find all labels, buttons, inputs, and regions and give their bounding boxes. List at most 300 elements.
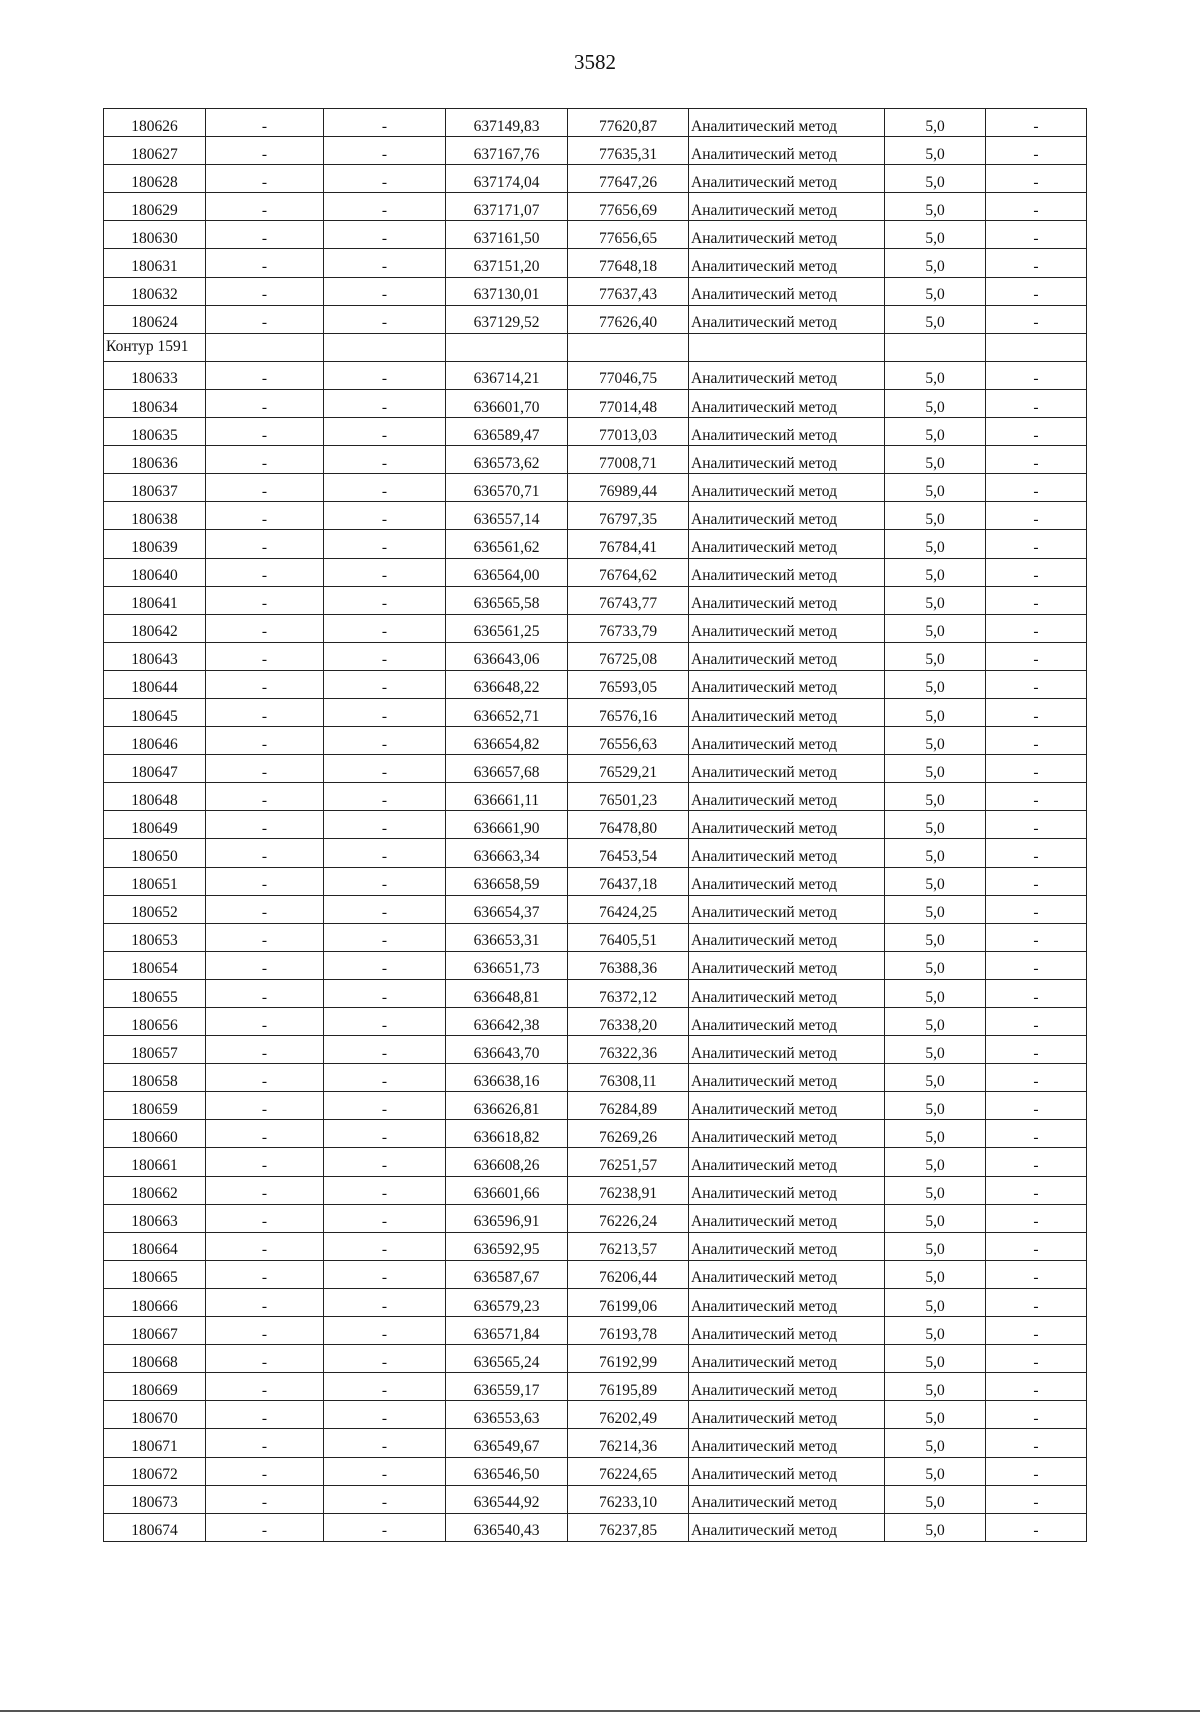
dash-cell: - xyxy=(986,1513,1087,1541)
dash-cell: - xyxy=(206,165,324,193)
accuracy-cell: 5,0 xyxy=(885,1176,986,1204)
dash-cell: - xyxy=(324,1401,446,1429)
dash-cell: - xyxy=(324,502,446,530)
dash-cell: - xyxy=(324,811,446,839)
y-coordinate: 76388,36 xyxy=(568,951,689,979)
method-cell: Аналитический метод xyxy=(689,193,885,221)
x-coordinate: 636579,23 xyxy=(446,1288,568,1316)
section-label: Контур 1591 xyxy=(104,333,206,361)
dash-cell: - xyxy=(986,670,1087,698)
dash-cell: - xyxy=(324,474,446,502)
method-cell: Аналитический метод xyxy=(689,277,885,305)
method-cell: Аналитический метод xyxy=(689,1485,885,1513)
y-coordinate: 77008,71 xyxy=(568,446,689,474)
accuracy-cell: 5,0 xyxy=(885,951,986,979)
dash-cell: - xyxy=(206,1317,324,1345)
dash-cell: - xyxy=(986,1204,1087,1232)
method-cell: Аналитический метод xyxy=(689,1457,885,1485)
point-id: 180667 xyxy=(104,1317,206,1345)
dash-cell: - xyxy=(986,193,1087,221)
empty-cell xyxy=(885,333,986,361)
dash-cell: - xyxy=(986,361,1087,389)
table-row xyxy=(104,109,1087,137)
x-coordinate: 636643,70 xyxy=(446,1036,568,1064)
dash-cell: - xyxy=(206,923,324,951)
dash-cell: - xyxy=(324,446,446,474)
dash-cell: - xyxy=(324,1036,446,1064)
x-coordinate: 636652,71 xyxy=(446,698,568,726)
dash-cell: - xyxy=(986,249,1087,277)
point-id: 180627 xyxy=(104,137,206,165)
point-id: 180626 xyxy=(104,109,206,137)
x-coordinate: 636653,31 xyxy=(446,923,568,951)
dash-cell: - xyxy=(206,474,324,502)
dash-cell: - xyxy=(206,305,324,333)
table-row xyxy=(104,193,1087,221)
dash-cell: - xyxy=(986,1457,1087,1485)
dash-cell: - xyxy=(324,277,446,305)
accuracy-cell: 5,0 xyxy=(885,586,986,614)
table-row xyxy=(104,1513,1087,1541)
x-coordinate: 637130,01 xyxy=(446,277,568,305)
y-coordinate: 76743,77 xyxy=(568,586,689,614)
accuracy-cell: 5,0 xyxy=(885,895,986,923)
dash-cell: - xyxy=(986,783,1087,811)
dash-cell: - xyxy=(324,642,446,670)
dash-cell: - xyxy=(206,1120,324,1148)
dash-cell: - xyxy=(986,698,1087,726)
point-id: 180645 xyxy=(104,698,206,726)
point-id: 180641 xyxy=(104,586,206,614)
dash-cell: - xyxy=(206,389,324,417)
dash-cell: - xyxy=(206,221,324,249)
dash-cell: - xyxy=(324,193,446,221)
method-cell: Аналитический метод xyxy=(689,586,885,614)
dash-cell: - xyxy=(206,249,324,277)
y-coordinate: 76192,99 xyxy=(568,1345,689,1373)
dash-cell: - xyxy=(206,109,324,137)
y-coordinate: 77014,48 xyxy=(568,389,689,417)
empty-cell xyxy=(986,333,1087,361)
method-cell: Аналитический метод xyxy=(689,811,885,839)
point-id: 180653 xyxy=(104,923,206,951)
dash-cell: - xyxy=(986,1345,1087,1373)
point-id: 180670 xyxy=(104,1401,206,1429)
dash-cell: - xyxy=(986,474,1087,502)
method-cell: Аналитический метод xyxy=(689,165,885,193)
dash-cell: - xyxy=(324,586,446,614)
point-id: 180666 xyxy=(104,1288,206,1316)
dash-cell: - xyxy=(324,361,446,389)
dash-cell: - xyxy=(324,1288,446,1316)
point-id: 180659 xyxy=(104,1092,206,1120)
x-coordinate: 637149,83 xyxy=(446,109,568,137)
table-row xyxy=(104,895,1087,923)
dash-cell: - xyxy=(986,1036,1087,1064)
y-coordinate: 76556,63 xyxy=(568,727,689,755)
y-coordinate: 76576,16 xyxy=(568,698,689,726)
x-coordinate: 636714,21 xyxy=(446,361,568,389)
table-row xyxy=(104,951,1087,979)
dash-cell: - xyxy=(324,951,446,979)
point-id: 180655 xyxy=(104,979,206,1007)
x-coordinate: 636561,62 xyxy=(446,530,568,558)
accuracy-cell: 5,0 xyxy=(885,1260,986,1288)
method-cell: Аналитический метод xyxy=(689,474,885,502)
point-id: 180674 xyxy=(104,1513,206,1541)
method-cell: Аналитический метод xyxy=(689,558,885,586)
dash-cell: - xyxy=(324,558,446,586)
dash-cell: - xyxy=(986,221,1087,249)
dash-cell: - xyxy=(324,137,446,165)
method-cell: Аналитический метод xyxy=(689,361,885,389)
x-coordinate: 636557,14 xyxy=(446,502,568,530)
accuracy-cell: 5,0 xyxy=(885,698,986,726)
point-id: 180673 xyxy=(104,1485,206,1513)
x-coordinate: 636553,63 xyxy=(446,1401,568,1429)
dash-cell: - xyxy=(324,1120,446,1148)
point-id: 180628 xyxy=(104,165,206,193)
accuracy-cell: 5,0 xyxy=(885,1457,986,1485)
accuracy-cell: 5,0 xyxy=(885,614,986,642)
dash-cell: - xyxy=(324,165,446,193)
x-coordinate: 636638,16 xyxy=(446,1064,568,1092)
table-row xyxy=(104,1008,1087,1036)
y-coordinate: 76372,12 xyxy=(568,979,689,1007)
table-row xyxy=(104,755,1087,783)
y-coordinate: 77620,87 xyxy=(568,109,689,137)
x-coordinate: 636657,68 xyxy=(446,755,568,783)
accuracy-cell: 5,0 xyxy=(885,502,986,530)
accuracy-cell: 5,0 xyxy=(885,1373,986,1401)
dash-cell: - xyxy=(324,1176,446,1204)
y-coordinate: 76269,26 xyxy=(568,1120,689,1148)
accuracy-cell: 5,0 xyxy=(885,418,986,446)
point-id: 180630 xyxy=(104,221,206,249)
x-coordinate: 637167,76 xyxy=(446,137,568,165)
dash-cell: - xyxy=(986,1260,1087,1288)
point-id: 180632 xyxy=(104,277,206,305)
x-coordinate: 636559,17 xyxy=(446,1373,568,1401)
dash-cell: - xyxy=(324,109,446,137)
dash-cell: - xyxy=(986,755,1087,783)
dash-cell: - xyxy=(206,614,324,642)
method-cell: Аналитический метод xyxy=(689,670,885,698)
empty-cell xyxy=(568,333,689,361)
dash-cell: - xyxy=(986,1008,1087,1036)
dash-cell: - xyxy=(324,1317,446,1345)
method-cell: Аналитический метод xyxy=(689,1064,885,1092)
dash-cell: - xyxy=(206,951,324,979)
accuracy-cell: 5,0 xyxy=(885,1317,986,1345)
dash-cell: - xyxy=(324,1457,446,1485)
dash-cell: - xyxy=(206,1204,324,1232)
method-cell: Аналитический метод xyxy=(689,727,885,755)
table-row xyxy=(104,558,1087,586)
dash-cell: - xyxy=(986,1401,1087,1429)
table-row xyxy=(104,839,1087,867)
dash-cell: - xyxy=(324,895,446,923)
point-id: 180657 xyxy=(104,1036,206,1064)
y-coordinate: 76224,65 xyxy=(568,1457,689,1485)
dash-cell: - xyxy=(986,558,1087,586)
point-id: 180638 xyxy=(104,502,206,530)
method-cell: Аналитический метод xyxy=(689,1288,885,1316)
y-coordinate: 76238,91 xyxy=(568,1176,689,1204)
accuracy-cell: 5,0 xyxy=(885,1232,986,1260)
y-coordinate: 76478,80 xyxy=(568,811,689,839)
dash-cell: - xyxy=(986,277,1087,305)
table-row xyxy=(104,446,1087,474)
x-coordinate: 636601,70 xyxy=(446,389,568,417)
dash-cell: - xyxy=(324,839,446,867)
x-coordinate: 636651,73 xyxy=(446,951,568,979)
method-cell: Аналитический метод xyxy=(689,137,885,165)
dash-cell: - xyxy=(324,614,446,642)
dash-cell: - xyxy=(986,1064,1087,1092)
method-cell: Аналитический метод xyxy=(689,755,885,783)
x-coordinate: 637161,50 xyxy=(446,221,568,249)
x-coordinate: 636549,67 xyxy=(446,1429,568,1457)
table-row xyxy=(104,979,1087,1007)
dash-cell: - xyxy=(206,1232,324,1260)
x-coordinate: 636661,90 xyxy=(446,811,568,839)
dash-cell: - xyxy=(324,698,446,726)
dash-cell: - xyxy=(986,305,1087,333)
dash-cell: - xyxy=(206,642,324,670)
point-id: 180640 xyxy=(104,558,206,586)
dash-cell: - xyxy=(206,418,324,446)
table-row xyxy=(104,1120,1087,1148)
method-cell: Аналитический метод xyxy=(689,614,885,642)
y-coordinate: 76405,51 xyxy=(568,923,689,951)
dash-cell: - xyxy=(206,783,324,811)
dash-cell: - xyxy=(206,446,324,474)
accuracy-cell: 5,0 xyxy=(885,923,986,951)
y-coordinate: 76764,62 xyxy=(568,558,689,586)
table-row xyxy=(104,474,1087,502)
y-coordinate: 76195,89 xyxy=(568,1373,689,1401)
y-coordinate: 76202,49 xyxy=(568,1401,689,1429)
dash-cell: - xyxy=(206,1092,324,1120)
dash-cell: - xyxy=(986,1176,1087,1204)
dash-cell: - xyxy=(986,502,1087,530)
table-row xyxy=(104,418,1087,446)
point-id: 180661 xyxy=(104,1148,206,1176)
empty-cell xyxy=(206,333,324,361)
table-row xyxy=(104,642,1087,670)
accuracy-cell: 5,0 xyxy=(885,811,986,839)
method-cell: Аналитический метод xyxy=(689,446,885,474)
method-cell: Аналитический метод xyxy=(689,1176,885,1204)
dash-cell: - xyxy=(324,1204,446,1232)
x-coordinate: 636565,58 xyxy=(446,586,568,614)
y-coordinate: 76308,11 xyxy=(568,1064,689,1092)
accuracy-cell: 5,0 xyxy=(885,1008,986,1036)
accuracy-cell: 5,0 xyxy=(885,1345,986,1373)
dash-cell: - xyxy=(986,1317,1087,1345)
dash-cell: - xyxy=(206,558,324,586)
point-id: 180644 xyxy=(104,670,206,698)
table-row xyxy=(104,1092,1087,1120)
dash-cell: - xyxy=(206,1429,324,1457)
x-coordinate: 637171,07 xyxy=(446,193,568,221)
y-coordinate: 76338,20 xyxy=(568,1008,689,1036)
table-row xyxy=(104,923,1087,951)
dash-cell: - xyxy=(206,1260,324,1288)
dash-cell: - xyxy=(206,727,324,755)
table-row xyxy=(104,1036,1087,1064)
y-coordinate: 76797,35 xyxy=(568,502,689,530)
y-coordinate: 77626,40 xyxy=(568,305,689,333)
dash-cell: - xyxy=(206,1457,324,1485)
point-id: 180635 xyxy=(104,418,206,446)
table-row xyxy=(104,137,1087,165)
table-row xyxy=(104,1260,1087,1288)
method-cell: Аналитический метод xyxy=(689,698,885,726)
accuracy-cell: 5,0 xyxy=(885,446,986,474)
dash-cell: - xyxy=(324,1513,446,1541)
dash-cell: - xyxy=(986,839,1087,867)
y-coordinate: 76989,44 xyxy=(568,474,689,502)
y-coordinate: 77656,69 xyxy=(568,193,689,221)
method-cell: Аналитический метод xyxy=(689,249,885,277)
accuracy-cell: 5,0 xyxy=(885,1401,986,1429)
point-id: 180646 xyxy=(104,727,206,755)
dash-cell: - xyxy=(986,109,1087,137)
method-cell: Аналитический метод xyxy=(689,1260,885,1288)
dash-cell: - xyxy=(986,1288,1087,1316)
accuracy-cell: 5,0 xyxy=(885,1036,986,1064)
accuracy-cell: 5,0 xyxy=(885,755,986,783)
x-coordinate: 636618,82 xyxy=(446,1120,568,1148)
dash-cell: - xyxy=(324,727,446,755)
method-cell: Аналитический метод xyxy=(689,1148,885,1176)
dash-cell: - xyxy=(206,895,324,923)
dash-cell: - xyxy=(986,1485,1087,1513)
point-id: 180649 xyxy=(104,811,206,839)
accuracy-cell: 5,0 xyxy=(885,249,986,277)
dash-cell: - xyxy=(324,1232,446,1260)
accuracy-cell: 5,0 xyxy=(885,193,986,221)
y-coordinate: 76237,85 xyxy=(568,1513,689,1541)
empty-cell xyxy=(446,333,568,361)
x-coordinate: 636643,06 xyxy=(446,642,568,670)
dash-cell: - xyxy=(206,1064,324,1092)
dash-cell: - xyxy=(986,1232,1087,1260)
dash-cell: - xyxy=(986,137,1087,165)
dash-cell: - xyxy=(206,867,324,895)
accuracy-cell: 5,0 xyxy=(885,361,986,389)
point-id: 180668 xyxy=(104,1345,206,1373)
x-coordinate: 636546,50 xyxy=(446,1457,568,1485)
point-id: 180656 xyxy=(104,1008,206,1036)
dash-cell: - xyxy=(324,1092,446,1120)
y-coordinate: 77647,26 xyxy=(568,165,689,193)
x-coordinate: 636570,71 xyxy=(446,474,568,502)
y-coordinate: 76424,25 xyxy=(568,895,689,923)
y-coordinate: 76199,06 xyxy=(568,1288,689,1316)
dash-cell: - xyxy=(206,1401,324,1429)
x-coordinate: 636561,25 xyxy=(446,614,568,642)
dash-cell: - xyxy=(324,1485,446,1513)
dash-cell: - xyxy=(206,530,324,558)
dash-cell: - xyxy=(324,923,446,951)
point-id: 180624 xyxy=(104,305,206,333)
accuracy-cell: 5,0 xyxy=(885,1288,986,1316)
method-cell: Аналитический метод xyxy=(689,867,885,895)
dash-cell: - xyxy=(324,221,446,249)
point-id: 180634 xyxy=(104,389,206,417)
accuracy-cell: 5,0 xyxy=(885,109,986,137)
point-id: 180648 xyxy=(104,783,206,811)
dash-cell: - xyxy=(986,1373,1087,1401)
method-cell: Аналитический метод xyxy=(689,389,885,417)
x-coordinate: 636571,84 xyxy=(446,1317,568,1345)
table-row xyxy=(104,1401,1087,1429)
method-cell: Аналитический метод xyxy=(689,642,885,670)
point-id: 180658 xyxy=(104,1064,206,1092)
table-row xyxy=(104,1429,1087,1457)
point-id: 180671 xyxy=(104,1429,206,1457)
table-row xyxy=(104,670,1087,698)
point-id: 180669 xyxy=(104,1373,206,1401)
x-coordinate: 636587,67 xyxy=(446,1260,568,1288)
accuracy-cell: 5,0 xyxy=(885,1148,986,1176)
y-coordinate: 76233,10 xyxy=(568,1485,689,1513)
point-id: 180654 xyxy=(104,951,206,979)
method-cell: Аналитический метод xyxy=(689,783,885,811)
x-coordinate: 636642,38 xyxy=(446,1008,568,1036)
method-cell: Аналитический метод xyxy=(689,1373,885,1401)
dash-cell: - xyxy=(324,1064,446,1092)
section-row xyxy=(104,333,1087,361)
accuracy-cell: 5,0 xyxy=(885,1204,986,1232)
dash-cell: - xyxy=(206,502,324,530)
x-coordinate: 636589,47 xyxy=(446,418,568,446)
method-cell: Аналитический метод xyxy=(689,839,885,867)
point-id: 180643 xyxy=(104,642,206,670)
method-cell: Аналитический метод xyxy=(689,1036,885,1064)
table-row xyxy=(104,221,1087,249)
y-coordinate: 76453,54 xyxy=(568,839,689,867)
method-cell: Аналитический метод xyxy=(689,1204,885,1232)
dash-cell: - xyxy=(986,614,1087,642)
method-cell: Аналитический метод xyxy=(689,895,885,923)
table-row xyxy=(104,698,1087,726)
x-coordinate: 636648,81 xyxy=(446,979,568,1007)
table-row xyxy=(104,783,1087,811)
method-cell: Аналитический метод xyxy=(689,1429,885,1457)
point-id: 180637 xyxy=(104,474,206,502)
x-coordinate: 636654,37 xyxy=(446,895,568,923)
x-coordinate: 636573,62 xyxy=(446,446,568,474)
y-coordinate: 76784,41 xyxy=(568,530,689,558)
table-row xyxy=(104,1288,1087,1316)
accuracy-cell: 5,0 xyxy=(885,165,986,193)
dash-cell: - xyxy=(206,1485,324,1513)
point-id: 180636 xyxy=(104,446,206,474)
dash-cell: - xyxy=(986,530,1087,558)
dash-cell: - xyxy=(986,923,1087,951)
point-id: 180650 xyxy=(104,839,206,867)
x-coordinate: 636648,22 xyxy=(446,670,568,698)
x-coordinate: 636608,26 xyxy=(446,1148,568,1176)
dash-cell: - xyxy=(324,1260,446,1288)
y-coordinate: 76214,36 xyxy=(568,1429,689,1457)
dash-cell: - xyxy=(986,446,1087,474)
accuracy-cell: 5,0 xyxy=(885,1513,986,1541)
